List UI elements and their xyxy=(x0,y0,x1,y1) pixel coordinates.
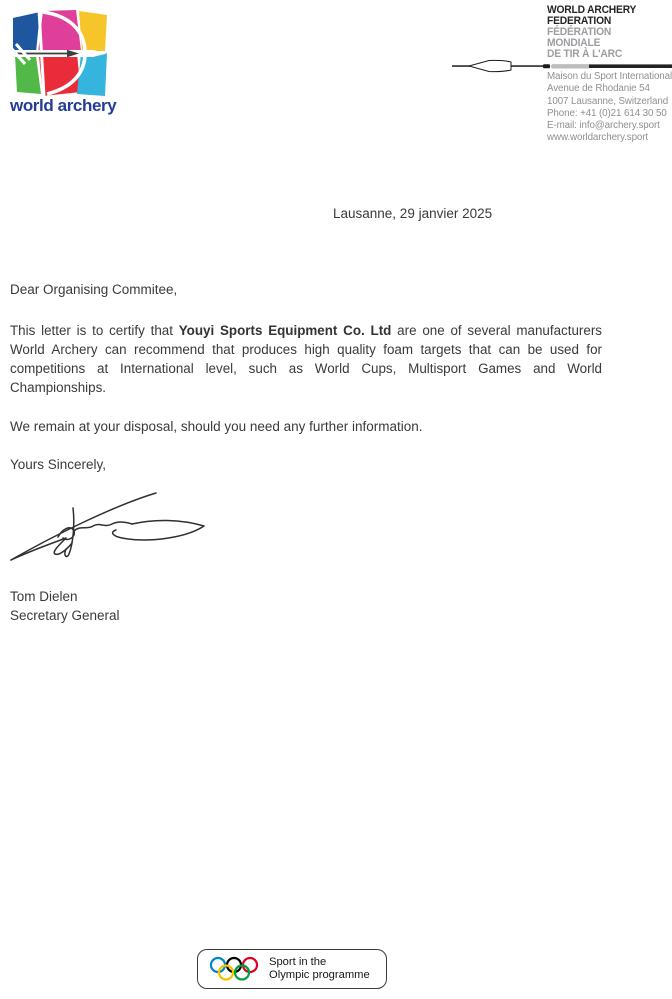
org-name-line: WORLD ARCHERY xyxy=(547,4,637,16)
body-intro: This letter is to certify that xyxy=(10,323,173,338)
olympic-label-line: Olympic programme xyxy=(269,969,370,981)
signer-title: Secretary General xyxy=(10,608,120,623)
address-line: E-mail: info@archery.sport xyxy=(547,120,660,132)
olympic-label-line: Sport in the xyxy=(269,955,327,968)
body-paragraph-2: We remain at your disposal, should you need any further information. xyxy=(10,419,423,434)
olympic-programme-badge xyxy=(197,949,387,989)
signature-icon xyxy=(8,486,213,566)
address-line: www.worldarchery.sport xyxy=(547,132,649,144)
address-line: Phone: +41 (0)21 614 30 50 xyxy=(547,107,667,119)
org-name-fr-line: MONDIALE xyxy=(547,37,601,49)
body-rest: are one of several manufacturers World Archery can recommend that produces high quality foam targets that can be used for competitions at International level, such as World Cups, Multisport Games and World Championships. xyxy=(10,323,602,395)
org-title-block xyxy=(547,5,636,60)
address-line: 1007 Lausanne, Switzerland xyxy=(547,95,669,107)
org-name-fr-line: FÉDÉRATION xyxy=(547,26,612,38)
wordmark: world archery xyxy=(10,96,117,115)
org-name-fr-line: DE TIR À L'ARC xyxy=(547,48,623,60)
dateline: Lausanne, 29 janvier 2025 xyxy=(333,206,493,221)
olympic-rings-icon xyxy=(209,956,259,983)
org-name-line: FEDERATION xyxy=(547,15,612,27)
address-line: Maison du Sport International xyxy=(547,71,672,82)
salutation: Dear Organising Commitee, xyxy=(10,282,178,297)
closing: Yours Sincerely, xyxy=(10,457,107,472)
body-paragraph xyxy=(10,321,602,397)
olympic-programme-label xyxy=(269,956,370,983)
company-name: Youyi Sports Equipment Co. Ltd xyxy=(178,323,392,338)
address-block xyxy=(547,71,672,145)
signer-name: Tom Dielen xyxy=(10,589,78,604)
address-line: Avenue de Rhodanie 54 xyxy=(547,83,650,95)
world-archery-logo-icon xyxy=(13,10,107,96)
